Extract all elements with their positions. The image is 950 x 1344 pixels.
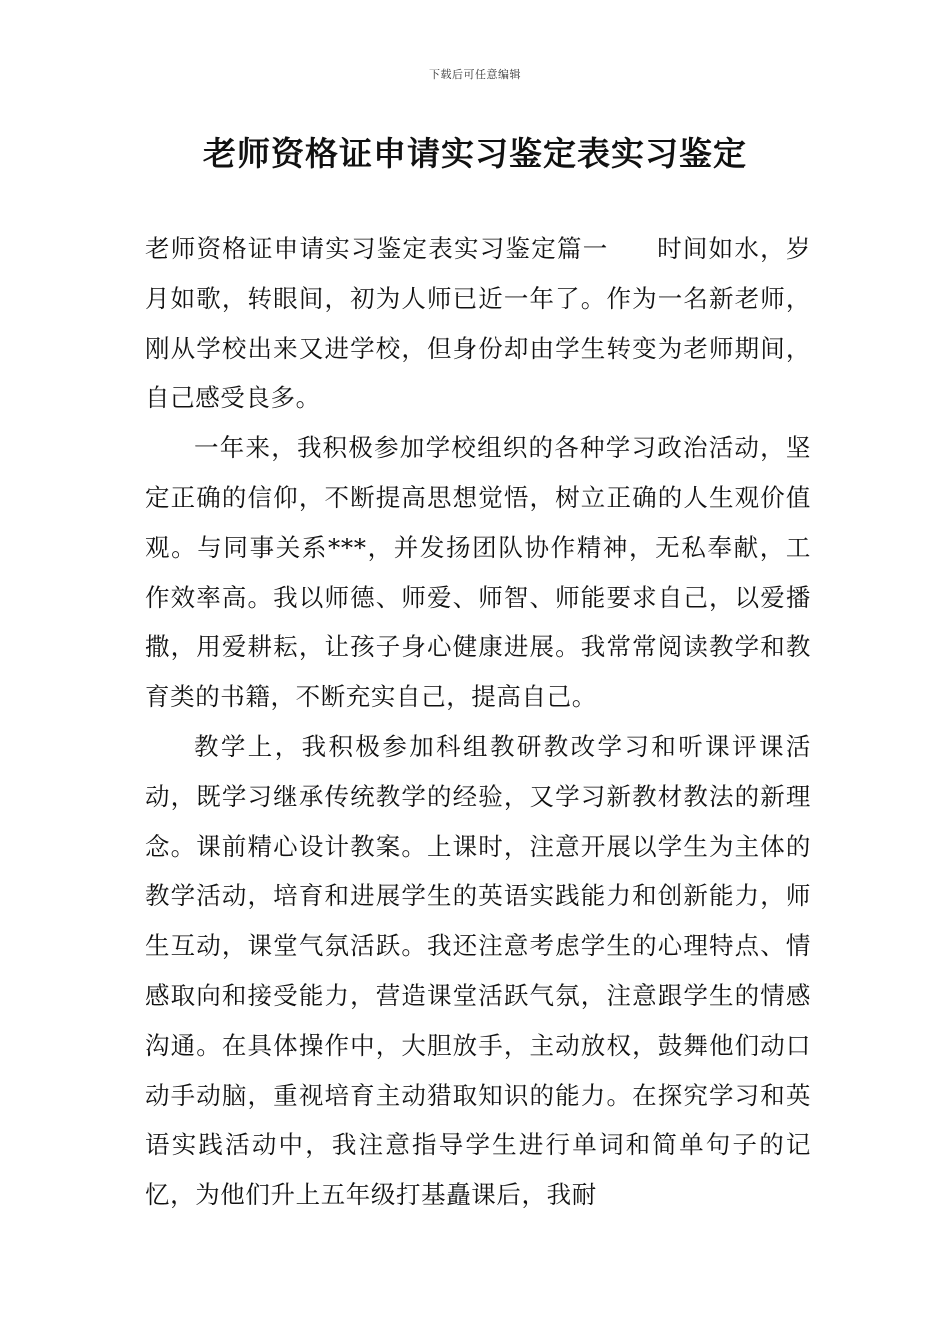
document-body xyxy=(145,224,811,1220)
paragraph-2: 教学上，我积极参加科组教研教改学习和听课评课活动，既学习继承传统教学的经验，又学习新教材教法的新理念。课前精心设计教案。上课时，注意开展以学生为主体的教学活动，培育和进展学生的英语实践能力和创新能力，师生互动，课堂气氛活跃。我还注意考虑学生的心理特点、情感取向和接受能力，营造课堂活跃气氛，注意跟学生的情感沟通。在具体操作中，大胆放手，主动放权，鼓舞他们动口动手动脑，重视培育主动猎取知识的能力。在探究学习和英语实践活动中，我注意指导学生进行单词和简单句子的记忆，为他们升上五年级打基矗课后，我耐 xyxy=(145,731,811,1210)
intro-text: 时间如水，岁月如歌，转眼间，初为人师已近一年了。作为一名新老师，刚从学校出来又进学校，但身份却由学生转变为老师期间，自己感受良多。 xyxy=(145,234,811,413)
section-heading: 老师资格证申请实习鉴定表实习鉴定篇一 xyxy=(145,234,609,263)
header-note: 下载后可任意编辑 xyxy=(429,68,521,81)
intro-paragraph xyxy=(145,224,811,423)
paragraph-1: 一年来，我积极参加学校组织的各种学习政治活动，坚定正确的信仰，不断提高思想觉悟，树立正确的人生观价值观。与同事关系***，并发扬团队协作精神，无私奉献，工作效率高。我以师德、师爱、师智、师能要求自己，以爱播撒，用爱耕耘，让孩子身心健康进展。我常常阅读教学和教育类的书籍，不断充实自己，提高自己。 xyxy=(145,433,811,712)
document-title: 老师资格证申请实习鉴定表实习鉴定 xyxy=(203,134,747,173)
